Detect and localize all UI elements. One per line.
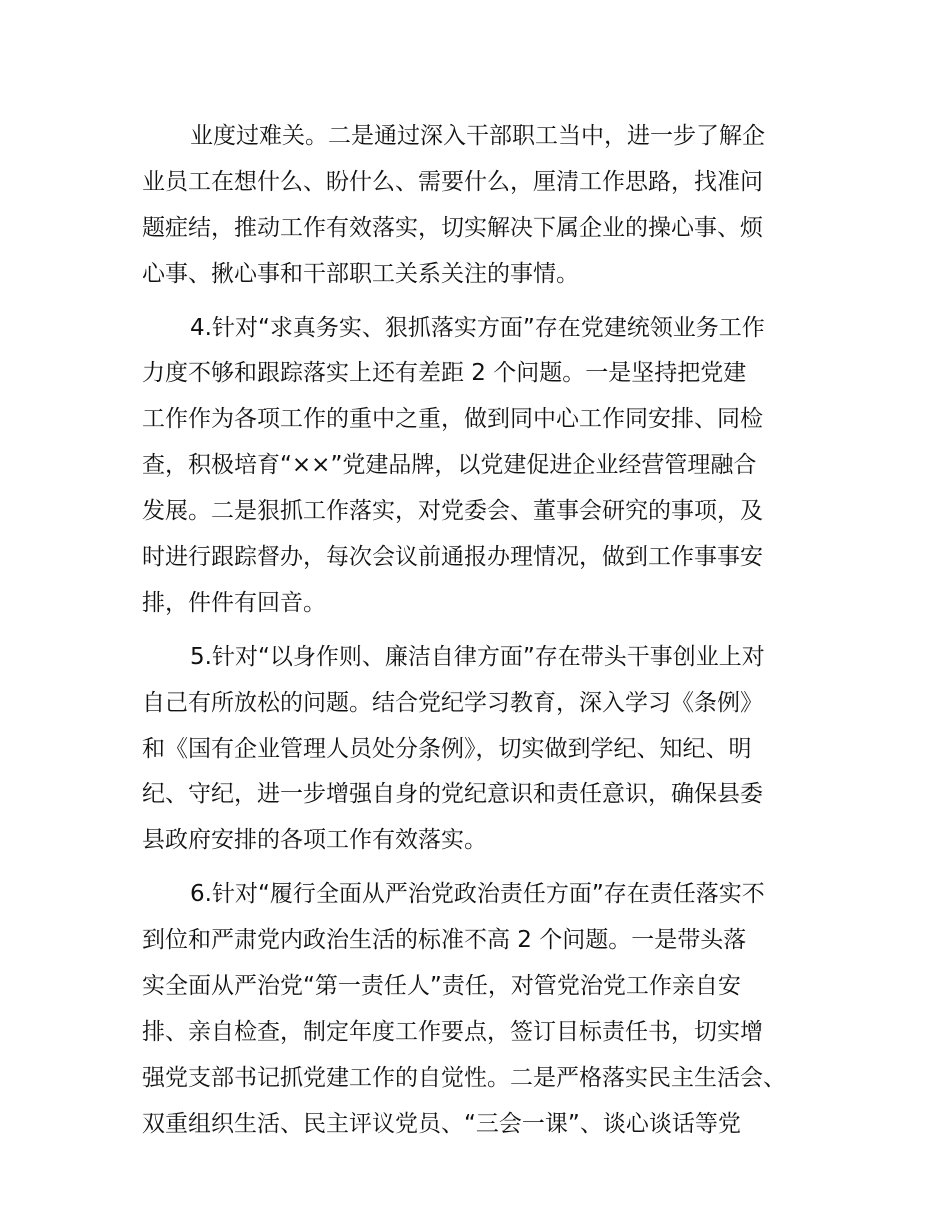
paragraph-2 (142, 306, 832, 627)
paragraph-line: 心事、揪心事和干部职工关系关注的事情。 (142, 260, 579, 287)
paragraph-line: 排、亲自检查，制定年度工作要点，签订目标责任书，切实增 (142, 1018, 763, 1045)
paragraph-gap (142, 864, 832, 872)
paragraph-line: 双重组织生活、民主评议党员、“三会一课”、谈心谈话等党 (142, 1110, 741, 1137)
paragraph-line: 6.针对“履行全面从严治党政治责任方面”存在责任落实不 (190, 881, 765, 908)
paragraph-line: 4.针对“求真务实、狠抓落实方面”存在党建统领业务工作 (190, 314, 765, 341)
paragraph-gap (142, 298, 832, 306)
paragraph-line: 到位和严肃党内政治生活的标准不高 2 个问题。一是带头落 (142, 927, 747, 954)
paragraph-line: 查，积极培育“××”党建品牌，以党建促进企业经营管理融合 (142, 452, 757, 479)
paragraph-line: 实全面从严治党“第一责任人”责任，对管党治党工作亲自安 (142, 973, 741, 1000)
paragraph-line: 排，件件有回音。 (142, 589, 326, 616)
paragraph-line: 自己有所放松的问题。结合党纪学习教育，深入学习《条例》 (142, 689, 763, 716)
paragraph-1 (142, 114, 832, 298)
paragraph-line: 力度不够和跟踪落实上还有差距 2 个问题。一是坚持把党建 (142, 360, 747, 387)
paragraph-4 (142, 872, 832, 1147)
paragraph-line: 时进行跟踪督办，每次会议前通报办理情况，做到工作事事安 (142, 544, 763, 571)
paragraph-line: 工作作为各项工作的重中之重，做到同中心工作同安排、同检 (142, 406, 763, 433)
paragraph-line: 和《国有企业管理人员处分条例》，切实做到学纪、知纪、明 (142, 735, 752, 762)
paragraph-line: 发展。二是狠抓工作落实，对党委会、董事会研究的事项，及 (142, 498, 763, 525)
paragraph-line: 题症结，推动工作有效落实，切实解决下属企业的操心事、烦 (142, 214, 763, 241)
paragraph-3 (142, 635, 832, 864)
paragraph-line: 县政府安排的各项工作有效落实。 (142, 827, 487, 854)
paragraph-gap (142, 627, 832, 635)
paragraph-line: 纪、守纪，进一步增强自身的党纪意识和责任意识，确保县委 (142, 781, 763, 808)
paragraph-line: 业度过难关。二是通过深入干部职工当中，进一步了解企 (190, 123, 765, 149)
document-body (142, 114, 832, 1148)
paragraph-line: 5.针对“以身作则、廉洁自律方面”存在带头干事创业上对 (190, 643, 765, 670)
paragraph-line: 业员工在想什么、盼什么、需要什么，厘清工作思路，找准问 (142, 168, 763, 195)
paragraph-line: 强党支部书记抓党建工作的自觉性。二是严格落实民主生活会、 (142, 1064, 786, 1091)
